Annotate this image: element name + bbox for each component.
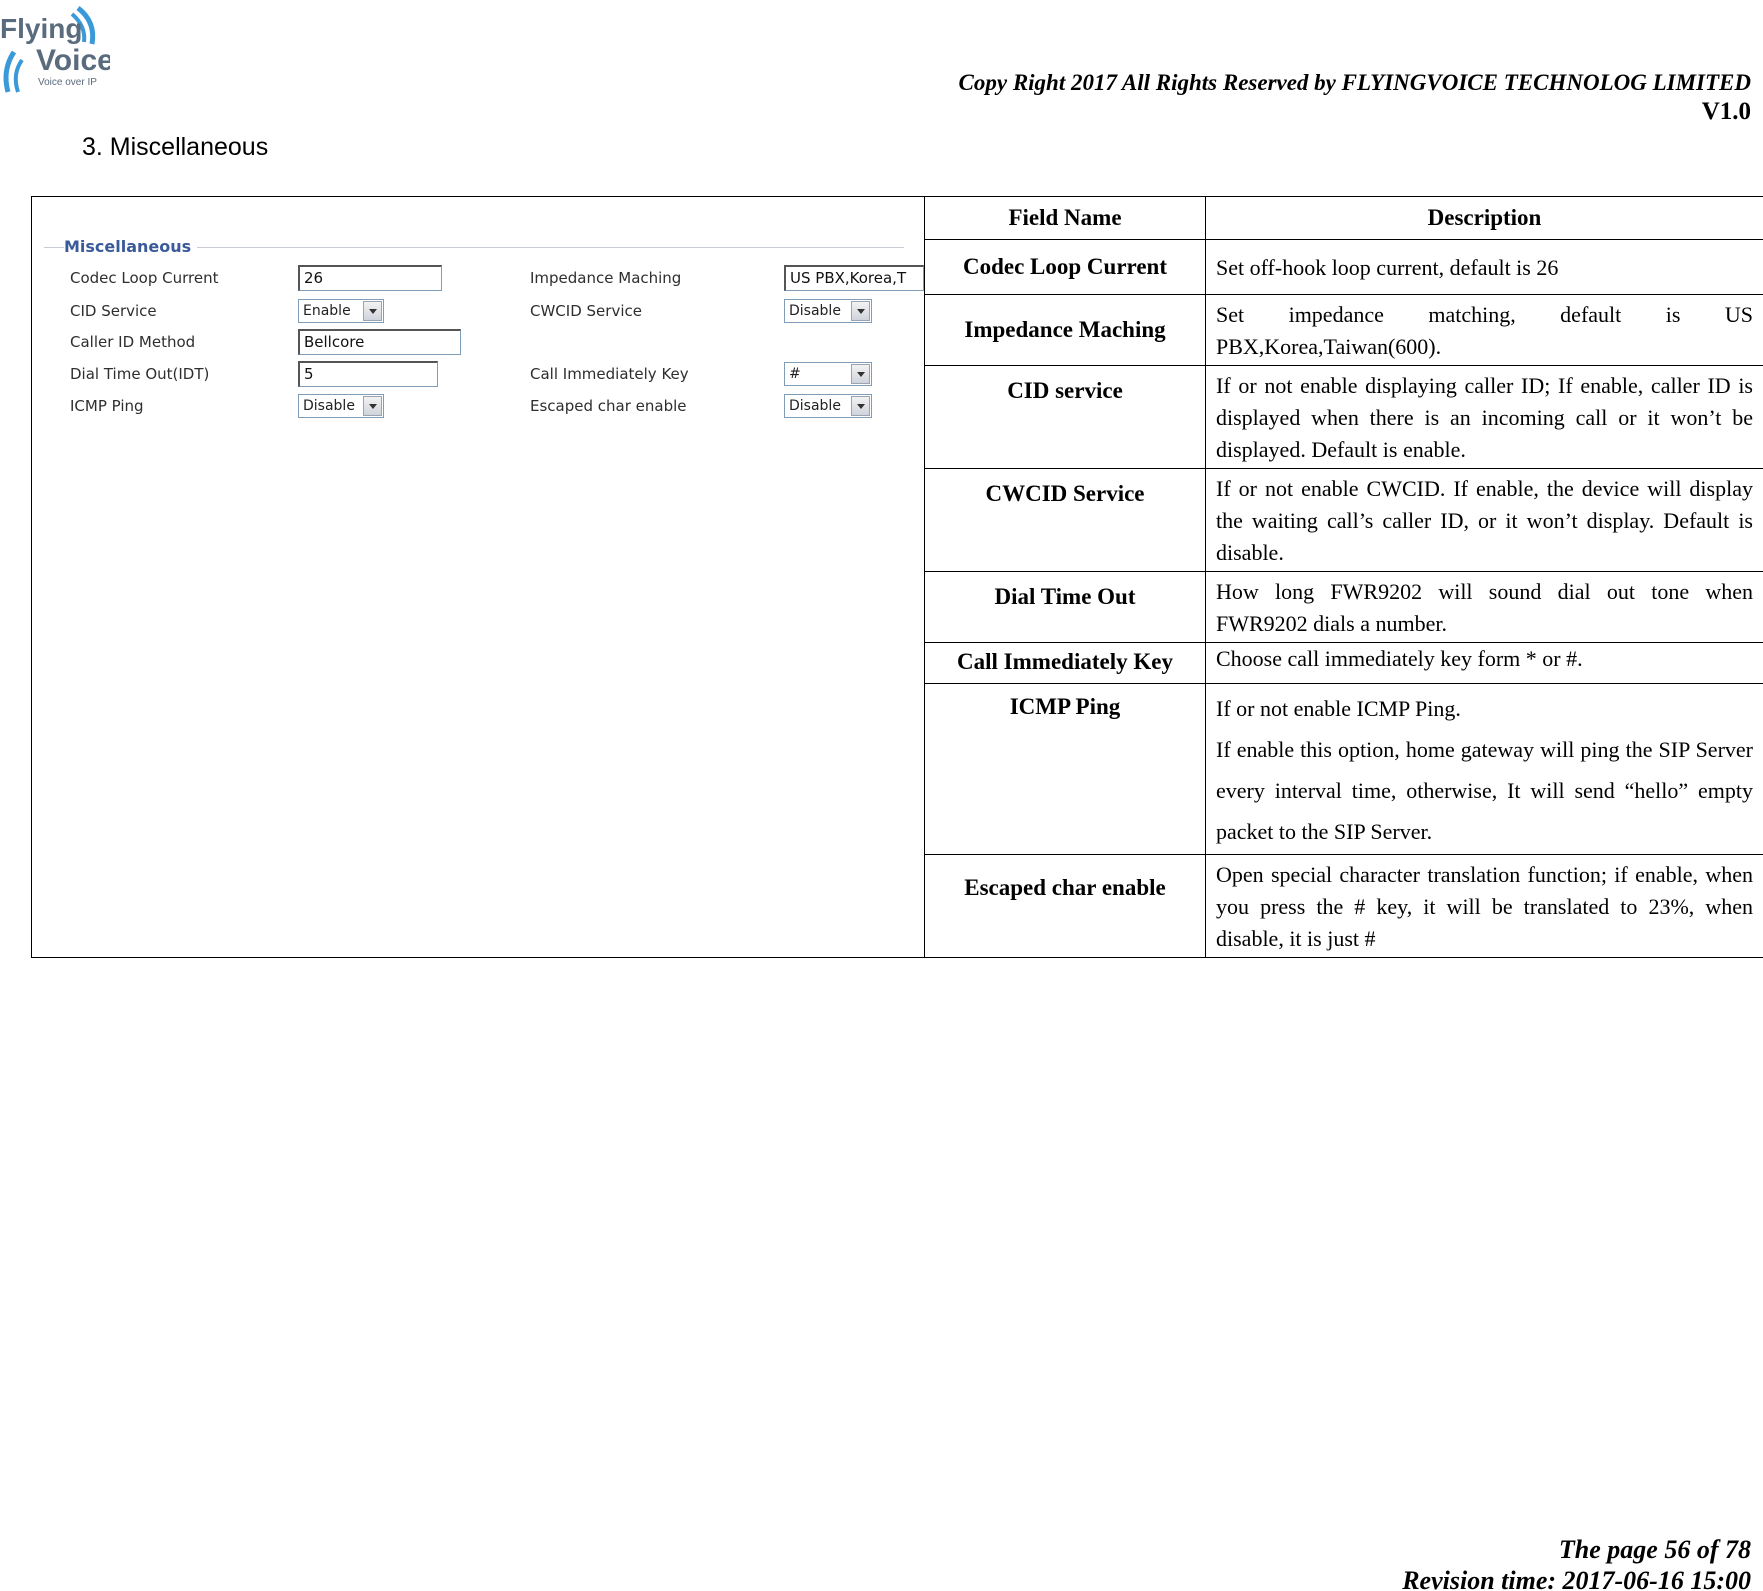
copyright-notice: Copy Right 2017 All Rights Reserved by FLYINGVOICE TECHNOLOG LIMITED [958,70,1751,95]
escaped-char-enable-label: Escaped char enable [530,397,687,415]
field-name-cell: Codec Loop Current [925,240,1206,295]
flyingvoice-logo [0,0,110,95]
logo-tagline: Voice over IP [38,77,97,88]
header-description: Description [1206,197,1763,240]
caller-id-method-label: Caller ID Method [70,333,196,351]
field-description-cell: Choose call immediately key form * or #. [1206,643,1763,684]
revision-time: Revision time: 2017-06-16 15:00 [1402,1566,1751,1591]
header-field-name: Field Name [925,197,1206,240]
chevron-down-icon [851,364,870,384]
field-description-cell [1206,684,1763,855]
cwcid-service-label: CWCID Service [530,302,642,320]
field-name-cell: Dial Time Out [925,572,1206,643]
field-description-cell: If or not enable displaying caller ID; If enable, caller ID is displayed when there is an incoming call or it won’t be displayed. Default is enable. [1206,366,1763,469]
icmp-ping-select[interactable] [298,394,384,418]
cid-service-value: Enable [303,303,351,319]
call-immediately-key-value: # [789,366,801,382]
field-name-cell: CID service [925,366,1206,469]
field-description-cell: Set impedance matching, default is US PBX,Korea,Taiwan(600). [1206,295,1763,366]
codec-loop-current-input[interactable]: 26 [298,265,442,291]
chevron-down-icon [363,301,382,321]
screenshot-cell [32,197,925,958]
chevron-down-icon [363,396,382,416]
field-name-cell: Impedance Maching [925,295,1206,366]
logo-text-flying: Flying [0,13,83,44]
dial-time-out-label: Dial Time Out(IDT) [70,365,210,383]
field-name-cell: Escaped char enable [925,855,1206,958]
escaped-char-enable-select[interactable] [784,394,872,418]
field-description-table [31,196,1763,958]
field-name-cell: CWCID Service [925,469,1206,572]
icmp-ping-label: ICMP Ping [70,397,144,415]
codec-loop-current-label: Codec Loop Current [70,269,219,287]
logo-text-voice: Voice [36,44,110,77]
panel-title: Miscellaneous [64,237,197,256]
caller-id-method-input[interactable]: Bellcore [298,329,461,355]
description-line: If enable this option, home gateway will ping the SIP Server every interval time, otherwise, It will send “hello” empty packet to the SIP Server. [1216,737,1753,844]
impedance-maching-label: Impedance Maching [530,269,682,287]
section-title: 3. Miscellaneous [82,133,269,161]
cwcid-service-select[interactable] [784,299,872,323]
field-name-cell: Call Immediately Key [925,643,1206,684]
logo-graphic [0,0,110,95]
field-name-cell: ICMP Ping [925,684,1206,855]
field-description-cell: Open special character translation function; if enable, when you press the # key, it will be translated to 23%, when disable, it is just # [1206,855,1763,958]
cid-service-label: CID Service [70,302,157,320]
chevron-down-icon [851,301,870,321]
impedance-maching-input[interactable]: US PBX,Korea,T [784,265,924,291]
cid-service-select[interactable] [298,299,384,323]
dial-time-out-input[interactable]: 5 [298,361,438,387]
document-version: V1.0 [1701,98,1751,125]
miscellaneous-settings-panel [44,237,907,427]
call-immediately-key-label: Call Immediately Key [530,365,689,383]
field-description-cell: How long FWR9202 will sound dial out tone when FWR9202 dials a number. [1206,572,1763,643]
icmp-ping-value: Disable [303,398,355,414]
cwcid-service-value: Disable [789,303,841,319]
escaped-char-enable-value: Disable [789,398,841,414]
chevron-down-icon [851,396,870,416]
description-line: If or not enable ICMP Ping. [1216,696,1461,721]
field-description-cell: If or not enable CWCID. If enable, the device will display the waiting call’s caller ID, or it won’t display. Default is disable. [1206,469,1763,572]
call-immediately-key-select[interactable] [784,362,872,386]
page-number: The page 56 of 78 [1558,1535,1751,1564]
field-description-cell: Set off-hook loop current, default is 26 [1206,240,1763,295]
